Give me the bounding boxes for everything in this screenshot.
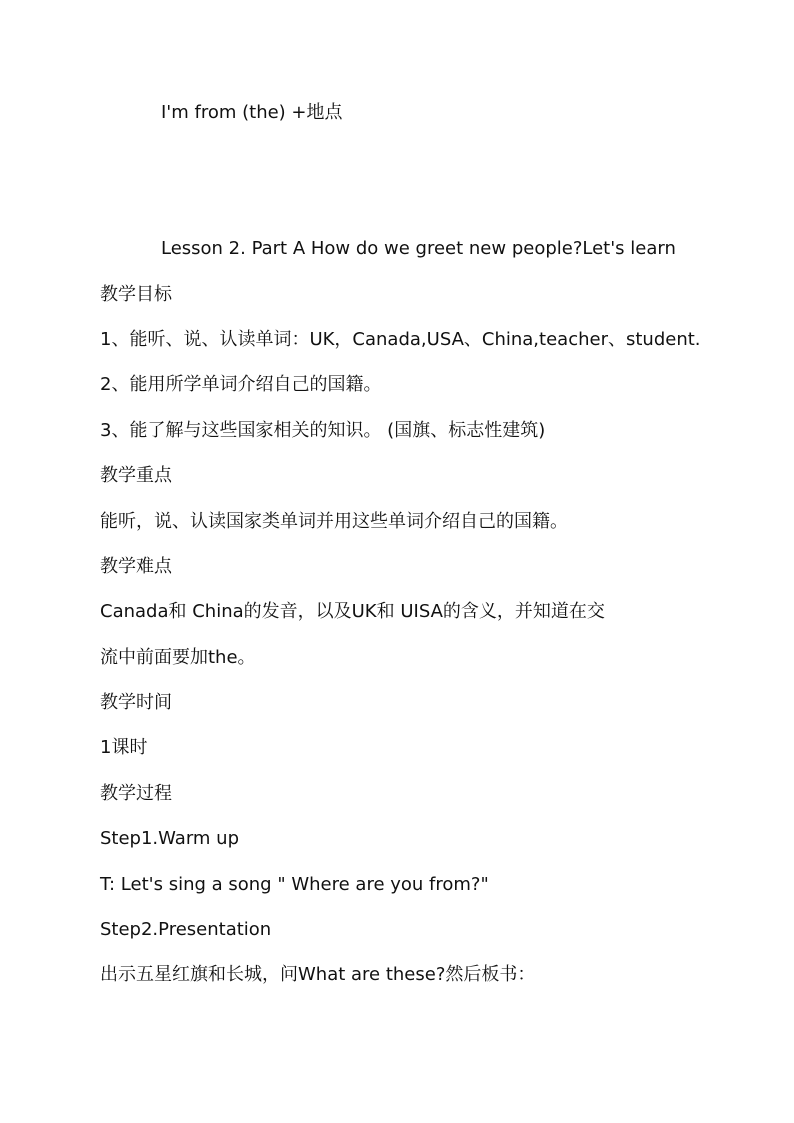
- pattern-sentence: I'm from (the) +地点: [161, 102, 343, 123]
- objective-1: 1、能听、说、认读单词：UK，Canada,USA、China,teacher、student.: [100, 329, 701, 350]
- key-points-heading: 教学重点: [100, 465, 172, 486]
- step1-text: T: Let's sing a song " Where are you from?": [100, 874, 489, 895]
- difficulties-heading: 教学难点: [100, 556, 172, 577]
- step1-heading: Step1.Warm up: [100, 828, 240, 849]
- time-text: 1课时: [100, 737, 148, 758]
- step2-text: 出示五星红旗和长城，问What are these?然后板书：: [100, 964, 536, 985]
- time-heading: 教学时间: [100, 692, 172, 713]
- objectives-heading: 教学目标: [100, 284, 172, 305]
- process-heading: 教学过程: [100, 783, 172, 804]
- objective-3: 3、能了解与这些国家相关的知识。 (国旗、标志性建筑): [100, 420, 546, 441]
- difficulties-text-2: 流中前面要加the。: [100, 647, 256, 668]
- key-points-text: 能听，说、认读国家类单词并用这些单词介绍自己的国籍。: [100, 511, 568, 532]
- objective-2: 2、能用所学单词介绍自己的国籍。: [100, 374, 382, 395]
- lesson-title: Lesson 2. Part A How do we greet new people?Let's learn: [161, 238, 676, 259]
- step2-heading: Step2.Presentation: [100, 919, 272, 940]
- difficulties-text-1: Canada和 China的发音，以及UK和 UISA的含义，并知道在交: [100, 601, 605, 622]
